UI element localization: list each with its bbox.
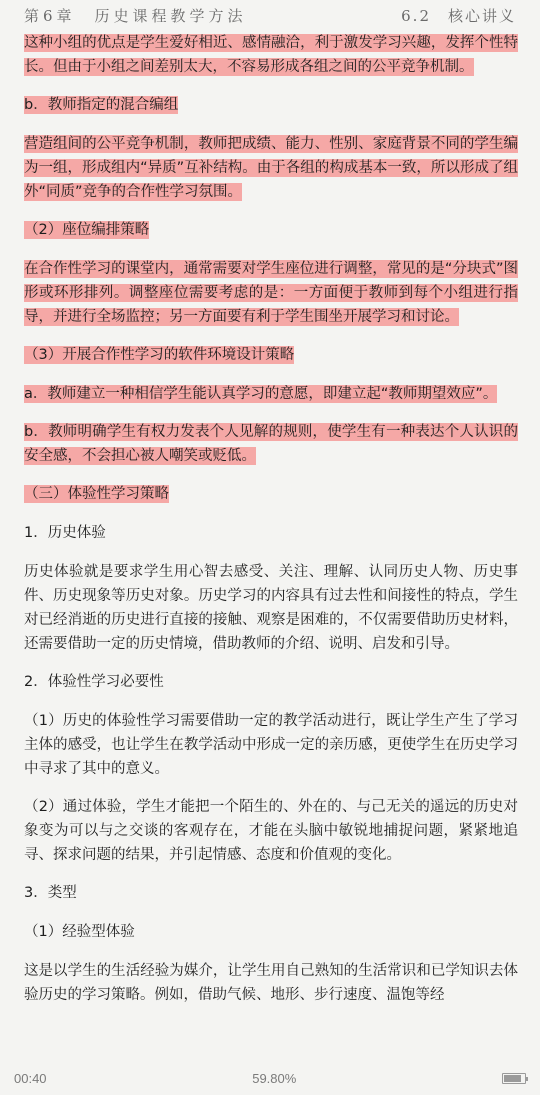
subheading [24, 343, 518, 367]
paragraph: （1）历史的体验性学习需要借助一定的教学活动进行，既让学生产生了学习主体的感受，也让学生在教学活动中形成一定的亲历感，更使学生在历史学习中寻求了其中的意义。 [24, 713, 518, 777]
paragraph [24, 257, 518, 329]
highlighted-text[interactable]: a．教师建立一种相信学生能认真学习的意愿，即建立起“教师期望效应”。 [24, 386, 498, 402]
highlighted-text[interactable]: （三）体验性学习策略 [24, 486, 169, 502]
highlighted-text[interactable]: 这种小组的优点是学生爱好相近、感情融洽，利于激发学习兴趣，发挥个性特长。但由于小组之间差别太大，不容易形成各组之间的公平竞争机制。 [24, 35, 518, 75]
battery-icon [502, 1073, 526, 1084]
paragraph [24, 132, 518, 204]
paragraph: 这是以学生的生活经验为媒介，让学生用自己熟知的生活常识和已学知识去体验历史的学习策略。例如，借助气候、地形、步行速度、温饱等经 [24, 963, 518, 1003]
subheading [24, 218, 518, 242]
paragraph [24, 420, 518, 468]
subheading: 1．历史体验 [24, 525, 106, 541]
section-title: 6.2 核心讲义 [401, 7, 516, 25]
highlighted-text[interactable]: （3）开展合作性学习的软件环境设计策略 [24, 347, 295, 363]
chapter-title: 第6章 历史课程教学方法 [24, 7, 247, 25]
status-footer [0, 1061, 540, 1095]
page-header [0, 0, 540, 30]
subheading [24, 93, 518, 117]
reading-content[interactable] [24, 31, 518, 1021]
paragraph: （2）通过体验，学生才能把一个陌生的、外在的、与己无关的遥远的历史对象变为可以与之交谈的客观存在，才能在头脑中敏锐地捕捉问题，紧紧地追寻、探求问题的结果，并引起情感、态度和价值观的变化。 [24, 799, 518, 863]
subheading: （1）经验型体验 [24, 924, 135, 940]
clock-time: 00:40 [14, 1070, 47, 1086]
paragraph [24, 382, 518, 406]
highlighted-text[interactable]: 营造组间的公平竞争机制，教师把成绩、能力、性别、家庭背景不同的学生编为一组，形成组内“异质”互补结构。由于各组的构成基本一致，所以形成了组外“同质”竞争的合作性学习氛围。 [24, 136, 518, 200]
highlighted-text[interactable]: b．教师明确学生有权力发表个人见解的规则，使学生有一种表达个人认识的安全感，不会担心被人嘲笑或贬低。 [24, 424, 518, 464]
paragraph [24, 31, 518, 79]
battery-fill [504, 1075, 521, 1082]
highlighted-text[interactable]: b．教师指定的混合编组 [24, 97, 179, 113]
highlighted-text[interactable]: （2）座位编排策略 [24, 222, 150, 238]
reading-progress: 59.80% [252, 1070, 297, 1086]
paragraph: 历史体验就是要求学生用心智去感受、关注、理解、认同历史人物、历史事件、历史现象等历史对象。历史学习的内容具有过去性和间接性的特点，学生对已经消逝的历史进行直接的接触、观察是困难的，不仅需要借助历史材料，还需要借助一定的历史情境，借助教师的介绍、说明、启发和引导。 [24, 564, 518, 652]
highlighted-text[interactable]: 在合作性学习的课堂内，通常需要对学生座位进行调整，常见的是“分块式”图形或环形排列。调整座位需要考虑的是：一方面便于教师到每个小组进行指导，并进行全场监控；另一方面要有利于学生围坐开展学习和讨论。 [24, 261, 518, 325]
subheading: 3．类型 [24, 885, 77, 901]
subheading: 2．体验性学习必要性 [24, 674, 164, 690]
section-heading [24, 482, 518, 506]
